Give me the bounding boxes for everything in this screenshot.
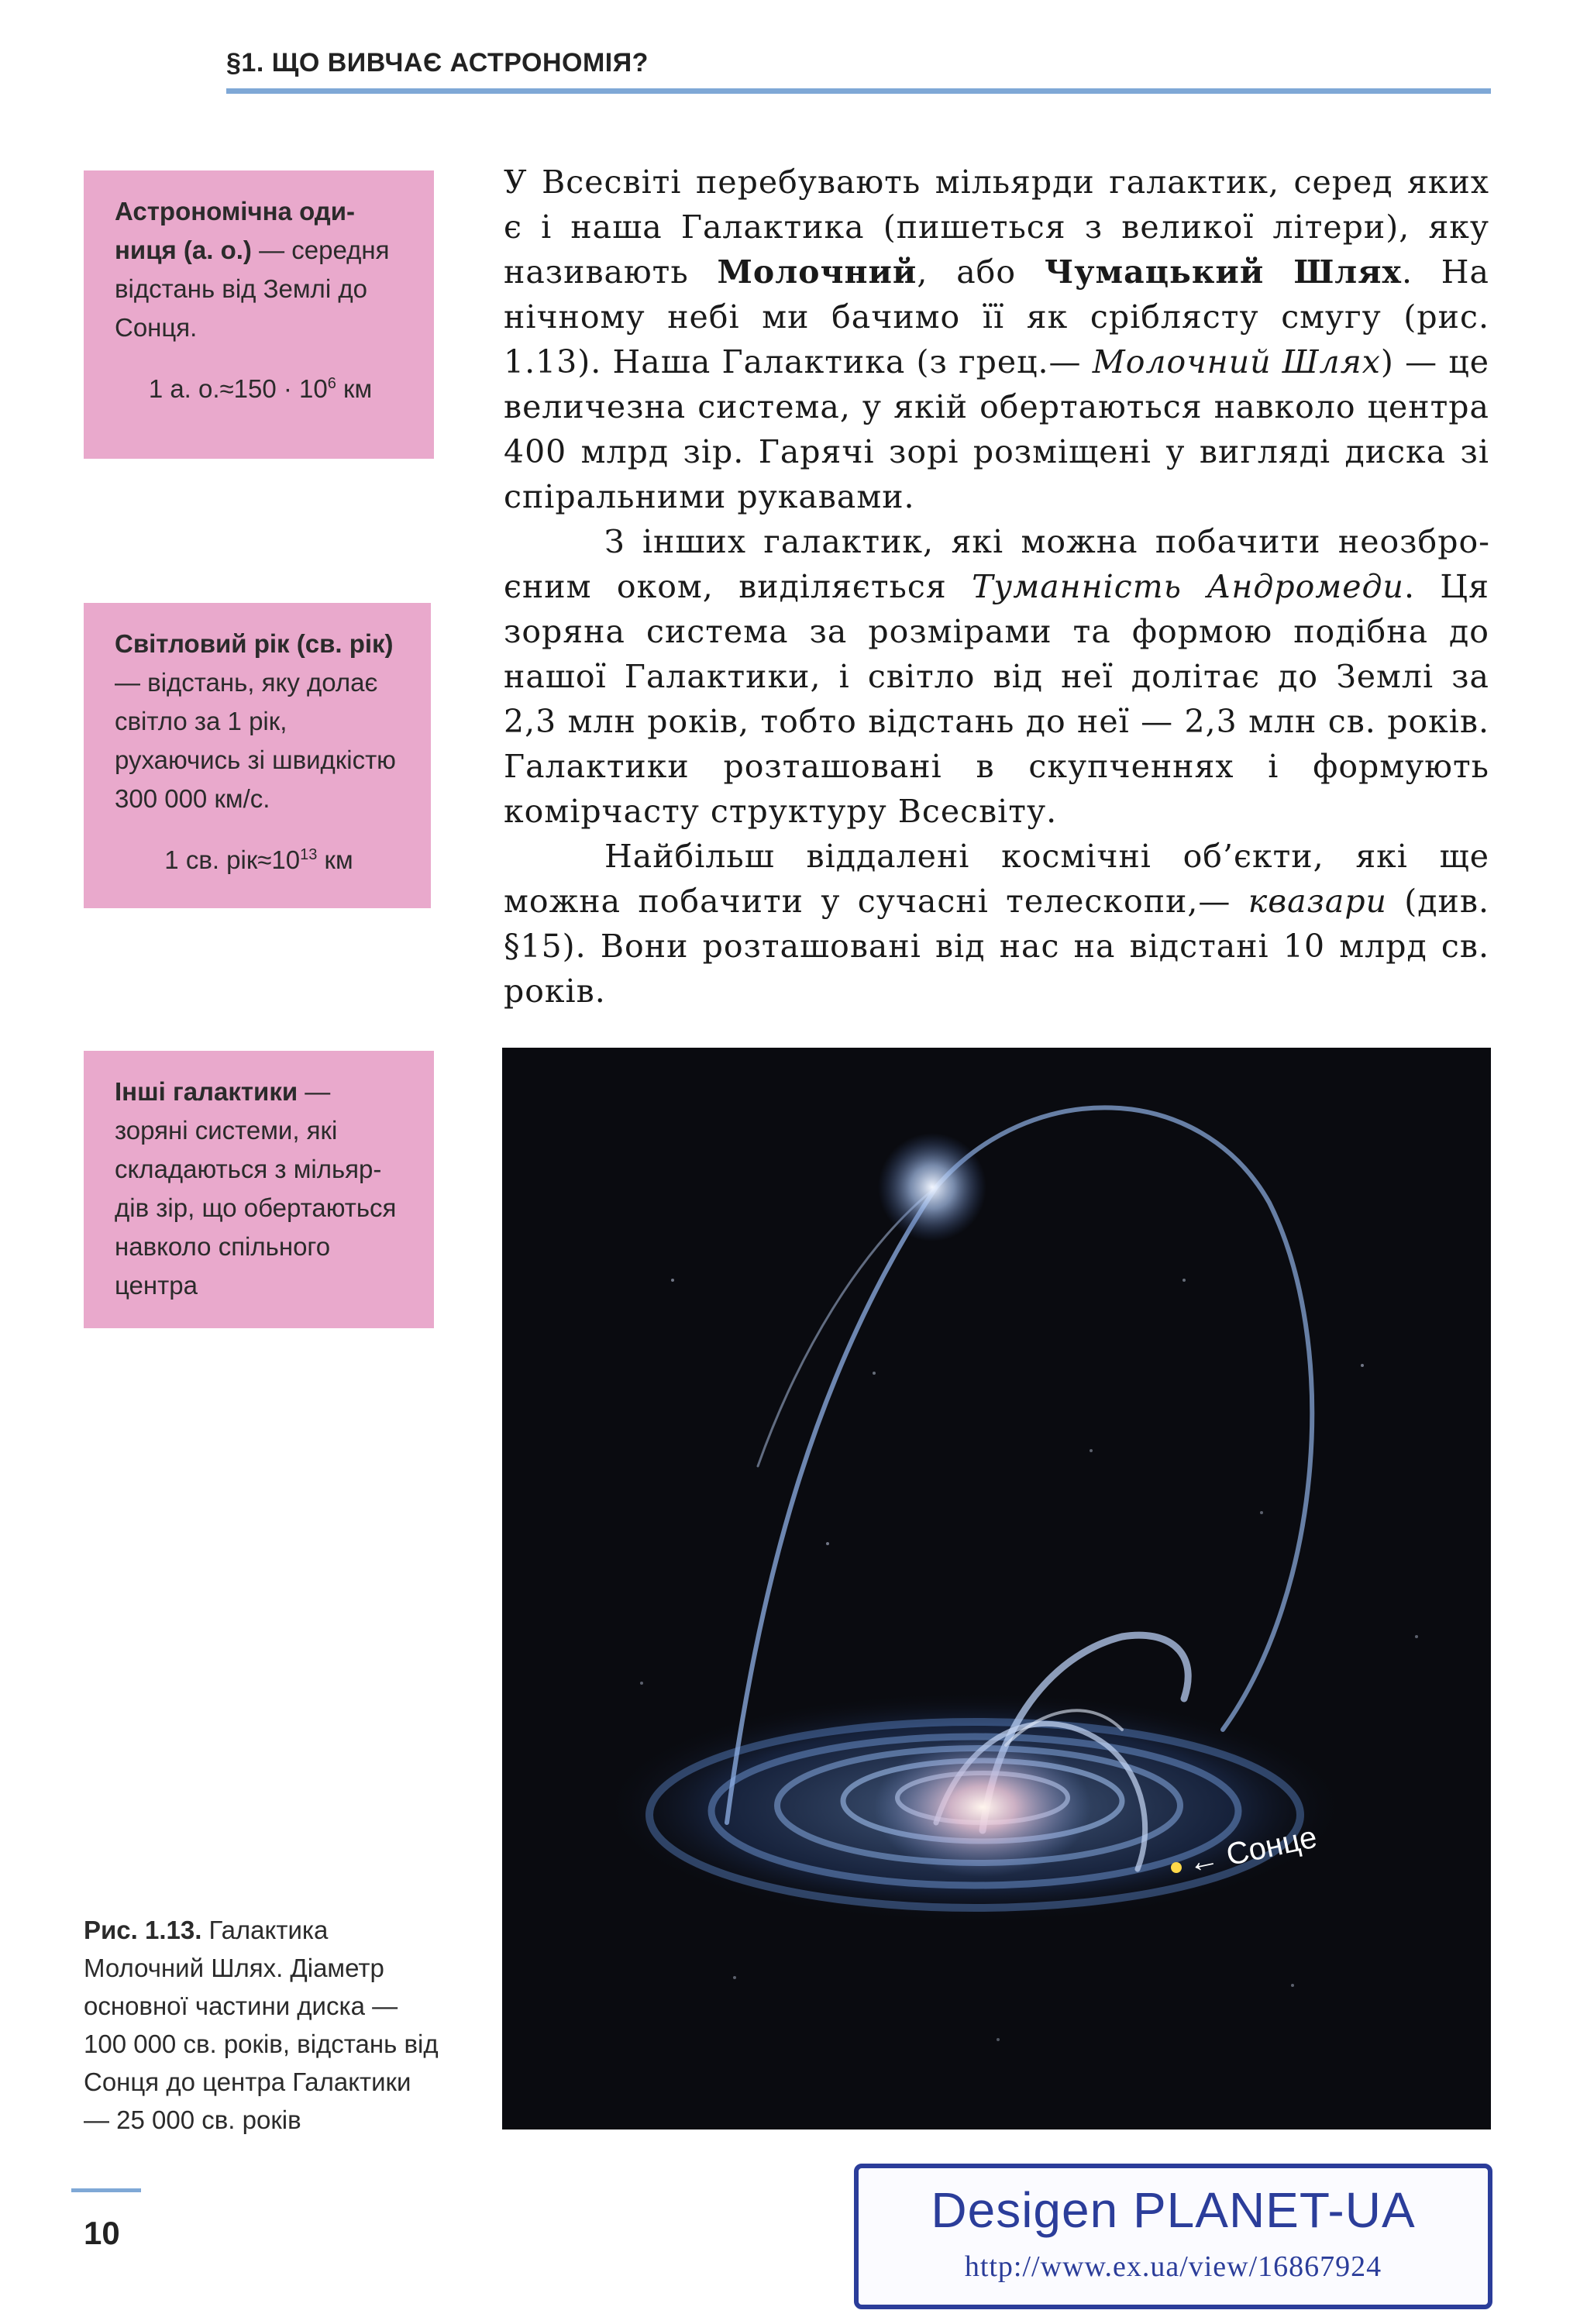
page-number: 10 [84,2215,120,2251]
definition-other-galaxies: — зоряні системи, які складаються з мільярдів зір, що обертаються навколо спільного центра [115,1077,397,1300]
sidebar-box-astronomical-unit [84,170,434,459]
header-rule [226,88,1491,94]
galactic-core [874,1737,1091,1877]
formula-light-year: 1 св. $рік\approx 10^{13}$ км [164,845,353,874]
term-other-galaxies: Інші галактики [115,1077,298,1106]
main-text [504,160,1489,1014]
watermark-stamp [854,2164,1492,2309]
figure-caption [84,1911,440,2139]
star-dust [640,1279,1418,2041]
sidebar-box-other-galaxies [84,1051,434,1328]
footer-rule [71,2188,141,2192]
definition-light-year: — відстань, яку долає світло за 1 рік, рухаючись зі швидкістю 300 000 км/с. [115,668,396,813]
term-astronomical-unit: Астрономічна одиниця (а. о.) [115,197,356,264]
paragraph-3: Найбільш віддалені космічні об’єкти, які ще можна побачити у сучасні телескопи,— квазари (див. §15). Вони розташовані від нас на відстані 10 млрд св. років. [504,838,1489,1010]
paragraph-2: З інших галактик, які можна побачити неозброєним оком, виділяється Туманність Андромеди. Ця зоряна система за розмірами та формою подібна до нашої Галактики, і світло від неї долітає до Землі за 2,3 млн років, тобто відстань до неї — 2,3 млн св. років. Галактики розташовані в скупченнях і формують комірчасту структуру Всесвіту. [504,523,1489,830]
caption-label: Рис. 1.13. [84,1916,202,1944]
milky-way-figure [502,1048,1491,2129]
milky-way-illustration [502,1048,1491,2129]
caption-text: Галактика Молочний Шлях. Діаметр основної частини диска — 100 000 св. років, відстань від Сонця до центра Галактики — 25 000 св. років [84,1916,439,2134]
formula-astronomical-unit: 1 а. $о.\approx 150 \cdot 10^6$ км [148,374,373,403]
sidebar-box-light-year [84,603,431,908]
watermark-url: http://www.ex.ua/view/16867924 [964,2250,1382,2283]
term-light-year: Світловий рік (св. рік) [115,629,394,658]
page-header: §1. ЩО ВИВЧАЄ АСТРОНОМІЯ? [226,48,649,77]
watermark-title: Desigen PLANET-UA [931,2182,1416,2238]
satellite-galaxy [878,1133,986,1241]
sun-marker [1171,1862,1182,1873]
definition-astronomical-unit: — середня відстань від Землі до Сонця. [115,236,390,342]
sun-label: ← Сонце [1184,1820,1320,1881]
paragraph-1: У Всесвіті перебувають мільярди галактик, серед яких є і наша Галактика (пишеться з великої літери), яку називають Молочний, або Чумацький Шлях. На нічному небі ми бачимо її як сріблясту смугу (рис. 1.13). Наша Галактика (з грец.— Молочний Шлях) — це величезна система, у якій обертаються навколо центра 400 млрд зір. Гарячі зорі розміщені у вигляді диска зі спіральними рукавами. [504,164,1490,515]
